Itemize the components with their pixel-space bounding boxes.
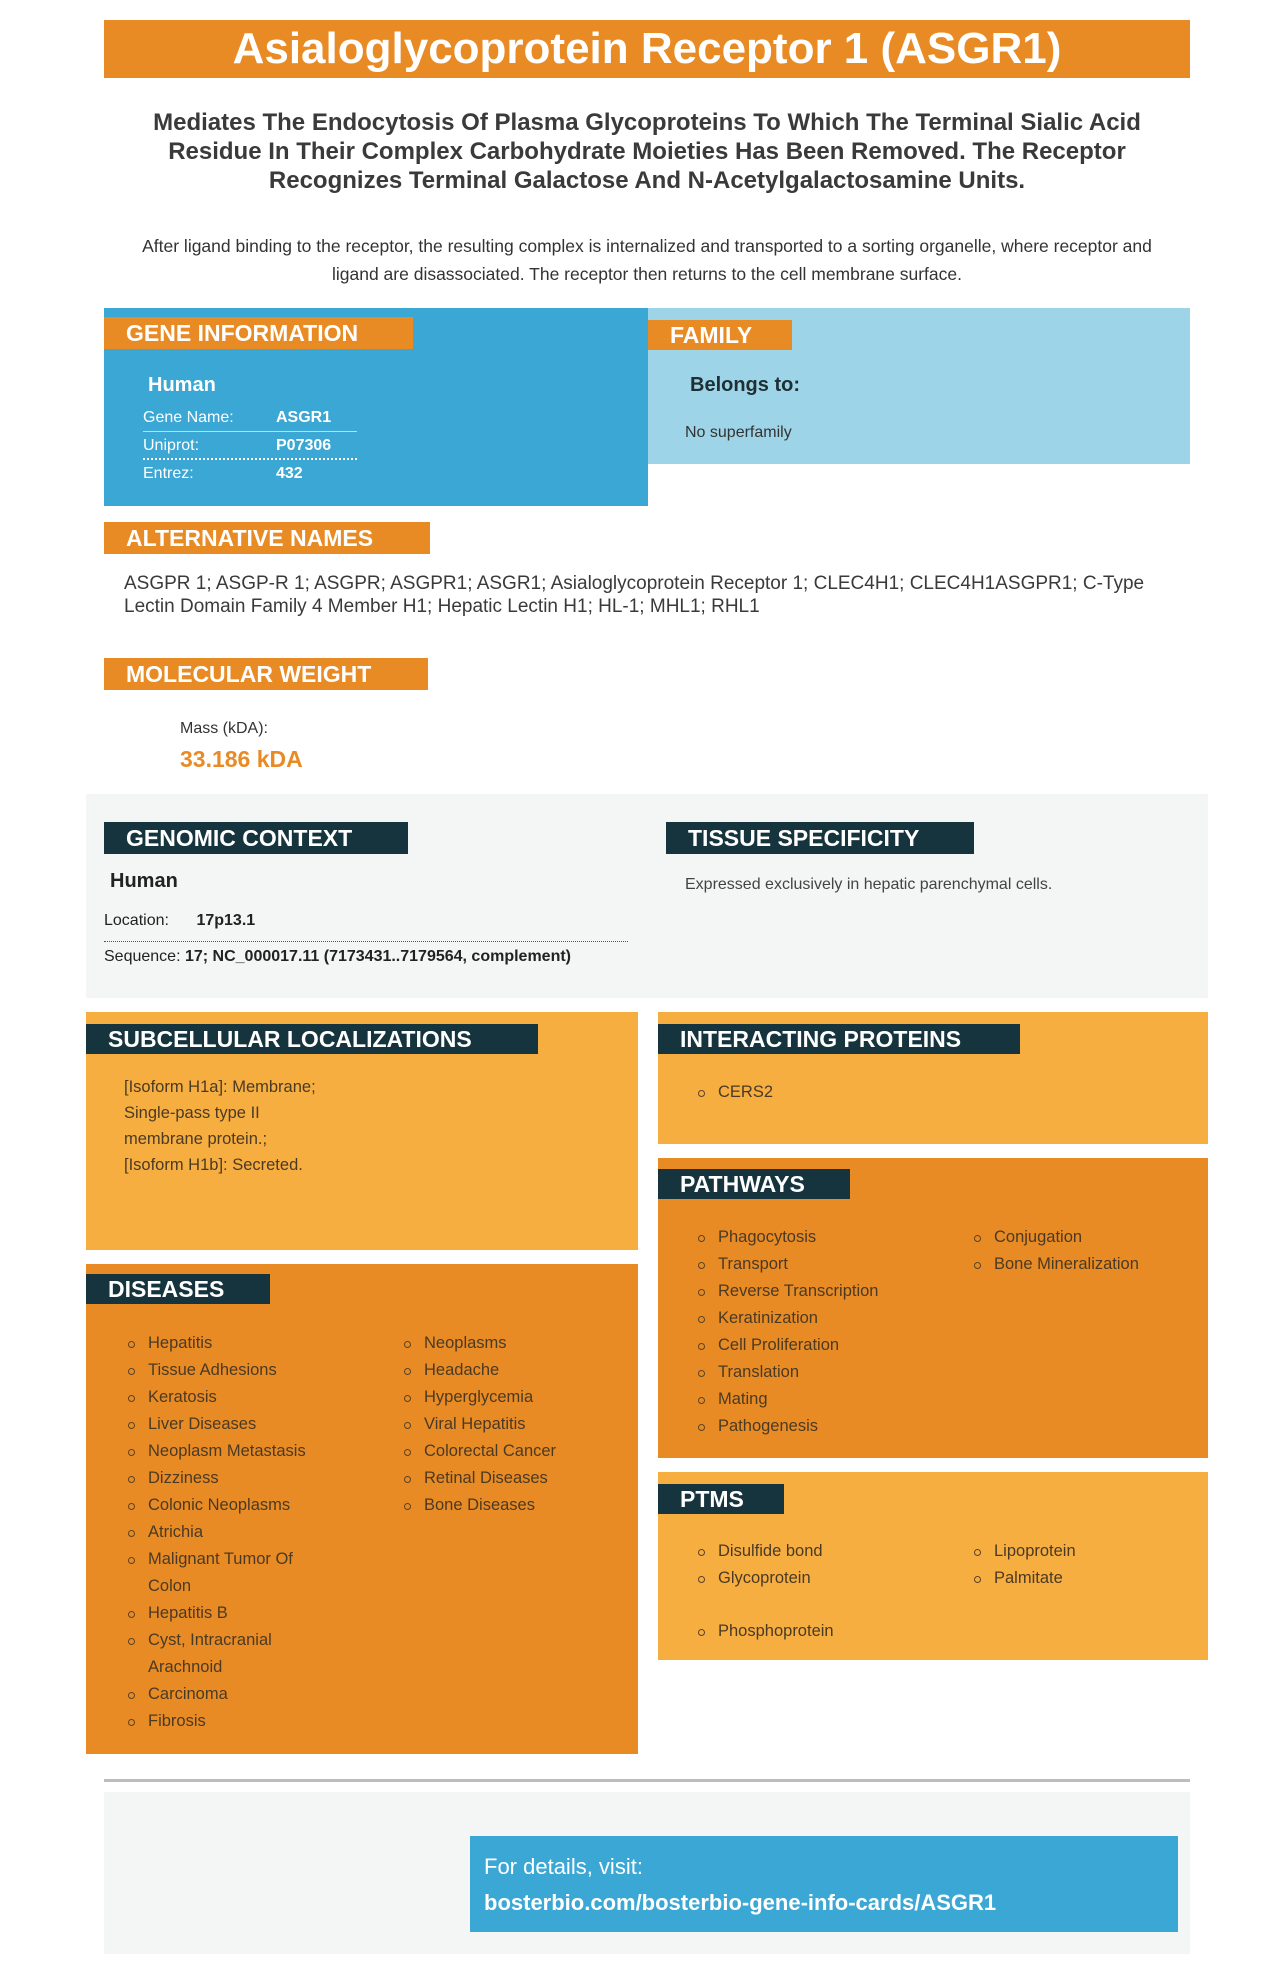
- gene-species: Human: [148, 374, 216, 396]
- disease-item: Carcinoma: [124, 1681, 324, 1708]
- disease-item: Tissue Adhesions: [124, 1357, 324, 1384]
- mass-label: Mass (kDA):: [180, 720, 268, 737]
- location-label: Location:: [104, 912, 169, 929]
- disease-item: Keratosis: [124, 1384, 324, 1411]
- sequence-label: Sequence:: [104, 948, 181, 965]
- disease-item: Cyst, Intracranial Arachnoid: [124, 1627, 324, 1681]
- entrez-row: [143, 460, 357, 488]
- ptms-list-col1b: [694, 1618, 954, 1645]
- disease-item: Malignant Tumor Of Colon: [124, 1546, 324, 1600]
- pathways-list-col2: [970, 1224, 1190, 1278]
- disease-item: Colorectal Cancer: [400, 1438, 620, 1465]
- alternative-names-header: ALTERNATIVE NAMES: [104, 522, 430, 554]
- pathways-header: PATHWAYS: [658, 1169, 850, 1199]
- gene-name-label: Gene Name:: [143, 409, 234, 426]
- entrez-label: Entrez:: [143, 465, 194, 482]
- pathway-item: Keratinization: [694, 1305, 954, 1332]
- protein-description: After ligand binding to the receptor, the resulting complex is internalized and transported to a sorting organelle, where receptor and ligand are disassociated. The receptor then returns to the cell membrane surface.: [142, 236, 1152, 284]
- sequence-row: [104, 948, 628, 966]
- entrez-value: 432: [276, 465, 303, 482]
- uniprot-row: [143, 432, 357, 460]
- disease-item: Retinal Diseases: [400, 1465, 620, 1492]
- location-row: [104, 912, 628, 942]
- alternative-names-text: ASGPR 1; ASGP-R 1; ASGPR; ASGPR1; ASGR1; Asialoglycoprotein Receptor 1; CLEC4H1; CLEC4H1ASGPR1; C-Type Lectin Domain Family 4 Member H1; Hepatic Lectin H1; HL-1; MHL1; RHL1: [124, 573, 1145, 617]
- mass-value: 33.186 kDA: [180, 746, 303, 772]
- sequence-value: 17; NC_000017.11 (7173431..7179564, complement): [184, 948, 571, 965]
- ptm-item: Lipoprotein: [970, 1538, 1190, 1565]
- ptm-item: Palmitate: [970, 1565, 1190, 1592]
- disease-item: Hyperglycemia: [400, 1384, 620, 1411]
- visit-link-box[interactable]: [470, 1836, 1178, 1932]
- disease-item: Neoplasm Metastasis: [124, 1438, 324, 1465]
- ptms-list-col2: [970, 1538, 1190, 1592]
- gene-name-value: ASGR1: [276, 409, 332, 426]
- pathway-item: Conjugation: [970, 1224, 1190, 1251]
- disease-item: Headache: [400, 1357, 620, 1384]
- gene-information-header: GENE INFORMATION: [104, 317, 413, 349]
- pathway-item: Reverse Transcription: [694, 1278, 954, 1305]
- tissue-specificity-text: Expressed exclusively in hepatic parenchymal cells.: [685, 876, 1053, 893]
- interacting-protein-item: CERS2: [694, 1079, 994, 1106]
- diseases-list-col2: [400, 1330, 620, 1519]
- visit-url[interactable]: bosterbio.com/bosterbio-gene-info-cards/ASGR1: [484, 1890, 997, 1915]
- ptms-list-col1: [694, 1538, 954, 1592]
- page-title: Asialoglycoprotein Receptor 1 (ASGR1): [104, 20, 1190, 78]
- ptm-item: Phosphoprotein: [694, 1618, 954, 1645]
- ptm-item: Glycoprotein: [694, 1565, 954, 1592]
- subcellular-text: [Isoform H1a]: Membrane; Single-pass type II membrane protein.; [Isoform H1b]: Secreted.: [124, 1078, 316, 1174]
- interacting-proteins-header: INTERACTING PROTEINS: [658, 1024, 1020, 1054]
- family-header: FAMILY: [648, 320, 792, 350]
- footer-divider: [104, 1779, 1190, 1782]
- pathway-item: Cell Proliferation: [694, 1332, 954, 1359]
- disease-item: Hepatitis: [124, 1330, 324, 1357]
- genomic-context-header: GENOMIC CONTEXT: [104, 822, 408, 854]
- pathway-item: Translation: [694, 1359, 954, 1386]
- visit-label: For details, visit:: [484, 1854, 643, 1879]
- disease-item: Liver Diseases: [124, 1411, 324, 1438]
- pathway-item: Mating: [694, 1386, 954, 1413]
- disease-item: Dizziness: [124, 1465, 324, 1492]
- genomic-species: Human: [110, 870, 178, 892]
- pathway-item: Pathogenesis: [694, 1413, 954, 1440]
- family-belongs-label: Belongs to:: [690, 374, 800, 396]
- uniprot-value: P07306: [276, 437, 332, 454]
- diseases-header: DISEASES: [86, 1274, 270, 1304]
- molecular-weight-header: MOLECULAR WEIGHT: [104, 658, 428, 690]
- disease-item: Atrichia: [124, 1519, 324, 1546]
- interacting-proteins-list: [694, 1079, 994, 1106]
- protein-function-summary: Mediates The Endocytosis Of Plasma Glycoproteins To Which The Terminal Sialic Acid Residue In Their Complex Carbohydrate Moieties Has Been Removed. The Receptor Recognizes Terminal Galactose And N-Acetylgalactosamine Units.: [153, 109, 1141, 194]
- pathway-item: Transport: [694, 1251, 954, 1278]
- disease-item: Hepatitis B: [124, 1600, 324, 1627]
- ptm-item: Disulfide bond: [694, 1538, 954, 1565]
- disease-item: Neoplasms: [400, 1330, 620, 1357]
- pathway-item: Bone Mineralization: [970, 1251, 1190, 1278]
- diseases-list-col1: [124, 1330, 324, 1735]
- disease-item: Colonic Neoplasms: [124, 1492, 324, 1519]
- pathways-list-col1: [694, 1224, 954, 1440]
- pathway-item: Phagocytosis: [694, 1224, 954, 1251]
- location-value: 17p13.1: [196, 912, 256, 929]
- disease-item: Fibrosis: [124, 1708, 324, 1735]
- gene-info-table: [143, 404, 357, 488]
- uniprot-label: Uniprot:: [143, 437, 200, 454]
- ptms-header: PTMS: [658, 1484, 784, 1514]
- disease-item: Bone Diseases: [400, 1492, 620, 1519]
- subcellular-header: SUBCELLULAR LOCALIZATIONS: [86, 1024, 538, 1054]
- family-value: No superfamily: [685, 424, 792, 441]
- disease-item: Viral Hepatitis: [400, 1411, 620, 1438]
- tissue-specificity-header: TISSUE SPECIFICITY: [666, 822, 974, 854]
- gene-name-row: [143, 404, 357, 432]
